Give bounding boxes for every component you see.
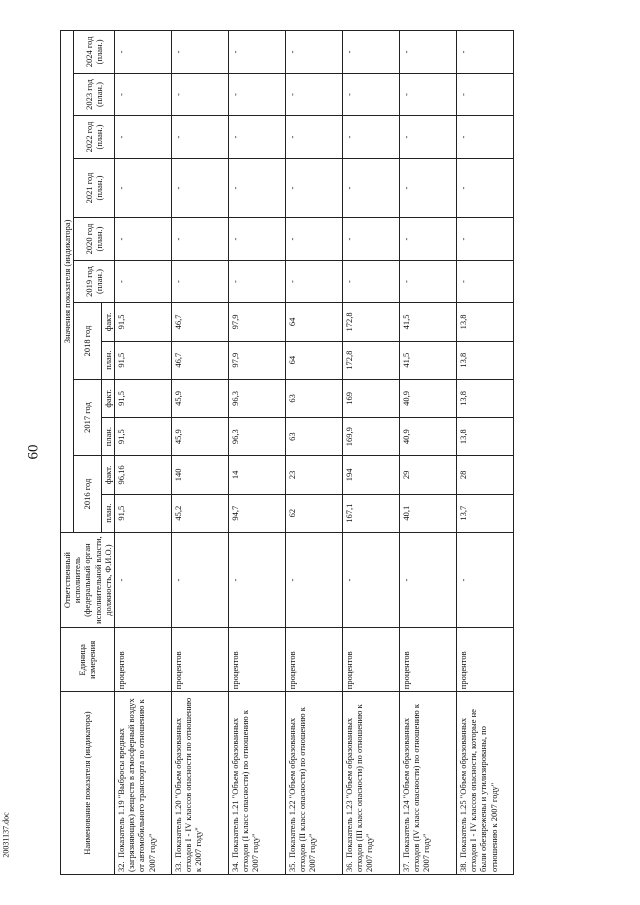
value-cell-y2020: - <box>399 218 456 261</box>
header-plan-2017: план. <box>101 418 114 456</box>
header-2016: 2016 год <box>74 456 102 533</box>
table-row <box>228 31 285 875</box>
value-cell-p2018: 91,5 <box>114 341 171 379</box>
value-cell-y2023: - <box>171 73 228 116</box>
value-cell-y2021: - <box>171 158 228 218</box>
row-number: 38. <box>457 861 468 872</box>
value-cell-y2024: - <box>114 31 171 74</box>
value-cell-f2018: 172,8 <box>342 303 399 341</box>
landscape-page <box>60 30 622 875</box>
value-cell-p2016: 91,5 <box>114 494 171 532</box>
header-2019: 2019 год (план.) <box>74 260 115 303</box>
value-cell-f2017: 45,9 <box>171 379 228 417</box>
value-cell-y2020: - <box>114 218 171 261</box>
value-cell-f2016: 140 <box>171 456 228 494</box>
value-cell-y2019: - <box>171 260 228 303</box>
row-number: 35. <box>286 861 297 872</box>
value-cell-p2018: 46,7 <box>171 341 228 379</box>
row-number: 33. <box>172 861 183 872</box>
header-name: Наименование показателя (индикатора) <box>61 692 115 875</box>
indicator-name-cell <box>456 692 513 875</box>
indicator-name: Показатель 1.20 "Объем образованных отходов I - IV классов опасности по отношению к 2007 году" <box>172 697 204 872</box>
value-cell-y2024: - <box>342 31 399 74</box>
responsible-cell: - <box>285 532 342 628</box>
table-row <box>171 31 228 875</box>
responsible-cell: - <box>456 532 513 628</box>
indicator-name-cell <box>228 692 285 875</box>
header-values-group: Значения показателя (индикатора) <box>61 31 74 533</box>
value-cell-y2023: - <box>399 73 456 116</box>
value-cell-p2018: 172,8 <box>342 341 399 379</box>
header-2017: 2017 год <box>74 379 102 456</box>
table-row <box>342 31 399 875</box>
responsible-cell: - <box>228 532 285 628</box>
value-cell-p2017: 169,9 <box>342 418 399 456</box>
table-row <box>285 31 342 875</box>
unit-cell: процентов <box>399 628 456 692</box>
value-cell-y2021: - <box>285 158 342 218</box>
value-cell-p2017: 96,3 <box>228 418 285 456</box>
header-2021: 2021 год (план.) <box>74 158 115 218</box>
indicator-name: Показатель 1.23 "Объем образованных отходов (III класс опасности) по отношению к 2007 году" <box>343 704 375 872</box>
unit-cell: процентов <box>456 628 513 692</box>
value-cell-y2022: - <box>456 116 513 159</box>
header-2018: 2018 год <box>74 303 102 380</box>
value-cell-y2019: - <box>456 260 513 303</box>
row-number: 37. <box>400 861 411 872</box>
indicator-name: Показатель 1.19 "Выбросы вредных (загрязняющих) веществ в атмосферный воздух от автомобильного транспорта по отношению к 2007 году" <box>115 698 157 872</box>
value-cell-p2016: 167,1 <box>342 494 399 532</box>
value-cell-y2020: - <box>342 218 399 261</box>
value-cell-y2021: - <box>228 158 285 218</box>
unit-cell: процентов <box>342 628 399 692</box>
header-fact-2018: факт. <box>101 303 114 341</box>
value-cell-y2021: - <box>456 158 513 218</box>
value-cell-y2021: - <box>342 158 399 218</box>
responsible-cell: - <box>114 532 171 628</box>
value-cell-y2024: - <box>456 31 513 74</box>
value-cell-y2019: - <box>285 260 342 303</box>
row-number: 34. <box>229 861 240 872</box>
header-plan-2018: план. <box>101 341 114 379</box>
header-2023: 2023 год (план.) <box>74 73 115 116</box>
value-cell-y2023: - <box>114 73 171 116</box>
value-cell-y2022: - <box>228 116 285 159</box>
value-cell-y2022: - <box>114 116 171 159</box>
value-cell-y2024: - <box>171 31 228 74</box>
value-cell-y2023: - <box>342 73 399 116</box>
value-cell-p2018: 13,8 <box>456 341 513 379</box>
value-cell-y2023: - <box>285 73 342 116</box>
value-cell-f2016: 29 <box>399 456 456 494</box>
value-cell-y2024: - <box>285 31 342 74</box>
value-cell-p2018: 64 <box>285 341 342 379</box>
indicator-name-cell <box>171 692 228 875</box>
header-plan-2016: план. <box>101 494 114 532</box>
value-cell-y2023: - <box>456 73 513 116</box>
value-cell-y2020: - <box>456 218 513 261</box>
value-cell-f2018: 91,5 <box>114 303 171 341</box>
value-cell-p2017: 13,8 <box>456 418 513 456</box>
value-cell-y2022: - <box>342 116 399 159</box>
unit-cell: процентов <box>171 628 228 692</box>
indicator-name-cell <box>285 692 342 875</box>
unit-cell: процентов <box>285 628 342 692</box>
page-number: 60 <box>25 444 42 460</box>
document-filename: 20031137.doc <box>1 812 11 858</box>
value-cell-y2023: - <box>228 73 285 116</box>
indicator-name: Показатель 1.25 "Объем образованных отходов I - IV классов опасности, которые не были обезврежены и утилизированы, по отношению к 2007 году" <box>457 709 499 872</box>
value-cell-p2017: 45,9 <box>171 418 228 456</box>
value-cell-f2018: 97,9 <box>228 303 285 341</box>
value-cell-f2017: 63 <box>285 379 342 417</box>
value-cell-f2017: 40,9 <box>399 379 456 417</box>
value-cell-p2018: 97,9 <box>228 341 285 379</box>
header-fact-2017: факт. <box>101 379 114 417</box>
value-cell-p2017: 63 <box>285 418 342 456</box>
row-number: 36. <box>343 861 354 872</box>
rotated-table-container <box>60 30 622 875</box>
responsible-cell: - <box>171 532 228 628</box>
value-cell-y2024: - <box>399 31 456 74</box>
responsible-cell: - <box>399 532 456 628</box>
table-row <box>456 31 513 875</box>
value-cell-f2018: 13,8 <box>456 303 513 341</box>
header-2022: 2022 год (план.) <box>74 116 115 159</box>
value-cell-f2016: 23 <box>285 456 342 494</box>
value-cell-p2017: 40,9 <box>399 418 456 456</box>
unit-cell: процентов <box>228 628 285 692</box>
value-cell-p2016: 94,7 <box>228 494 285 532</box>
value-cell-f2016: 28 <box>456 456 513 494</box>
indicator-name-cell <box>399 692 456 875</box>
indicator-name-cell <box>114 692 171 875</box>
value-cell-y2019: - <box>342 260 399 303</box>
value-cell-f2017: 91,5 <box>114 379 171 417</box>
indicator-name-cell <box>342 692 399 875</box>
value-cell-f2018: 46,7 <box>171 303 228 341</box>
value-cell-p2016: 62 <box>285 494 342 532</box>
indicator-name: Показатель 1.22 "Объем образованных отходов (II класс опасности) по отношению к 2007 году" <box>286 707 318 872</box>
value-cell-f2018: 41,5 <box>399 303 456 341</box>
header-unit: Единица измерения <box>61 628 115 692</box>
indicator-name: Показатель 1.21 "Объем образованных отходов (I класс опасности) по отношению к 2007 году" <box>229 709 261 872</box>
value-cell-y2020: - <box>285 218 342 261</box>
header-responsible: Ответственный исполнитель (федеральный орган исполнительной власти, должность, Ф.И.О.) <box>61 532 115 628</box>
value-cell-y2022: - <box>171 116 228 159</box>
value-cell-p2016: 40,1 <box>399 494 456 532</box>
table-row <box>114 31 171 875</box>
table-row <box>399 31 456 875</box>
unit-cell: процентов <box>114 628 171 692</box>
value-cell-y2024: - <box>228 31 285 74</box>
value-cell-f2018: 64 <box>285 303 342 341</box>
value-cell-p2016: 45,2 <box>171 494 228 532</box>
value-cell-p2016: 13,7 <box>456 494 513 532</box>
value-cell-f2017: 169 <box>342 379 399 417</box>
value-cell-y2022: - <box>285 116 342 159</box>
value-cell-p2017: 91,5 <box>114 418 171 456</box>
value-cell-y2019: - <box>114 260 171 303</box>
row-number: 32. <box>115 861 126 872</box>
indicators-table <box>60 30 514 875</box>
header-fact-2016: факт. <box>101 456 114 494</box>
header-row-1 <box>61 31 74 875</box>
value-cell-y2021: - <box>399 158 456 218</box>
value-cell-y2020: - <box>171 218 228 261</box>
value-cell-y2019: - <box>399 260 456 303</box>
responsible-cell: - <box>342 532 399 628</box>
value-cell-f2017: 13,8 <box>456 379 513 417</box>
value-cell-f2016: 14 <box>228 456 285 494</box>
value-cell-f2017: 96,3 <box>228 379 285 417</box>
header-2020: 2020 год (план.) <box>74 218 115 261</box>
value-cell-f2016: 96,16 <box>114 456 171 494</box>
value-cell-y2020: - <box>228 218 285 261</box>
header-2024: 2024 год (план.) <box>74 31 115 74</box>
indicator-name: Показатель 1.24 "Объем образованных отходов (IV класс опасности) по отношению к 2007 году" <box>400 703 432 872</box>
value-cell-y2022: - <box>399 116 456 159</box>
value-cell-f2016: 194 <box>342 456 399 494</box>
value-cell-p2018: 41,5 <box>399 341 456 379</box>
value-cell-y2019: - <box>228 260 285 303</box>
value-cell-y2021: - <box>114 158 171 218</box>
